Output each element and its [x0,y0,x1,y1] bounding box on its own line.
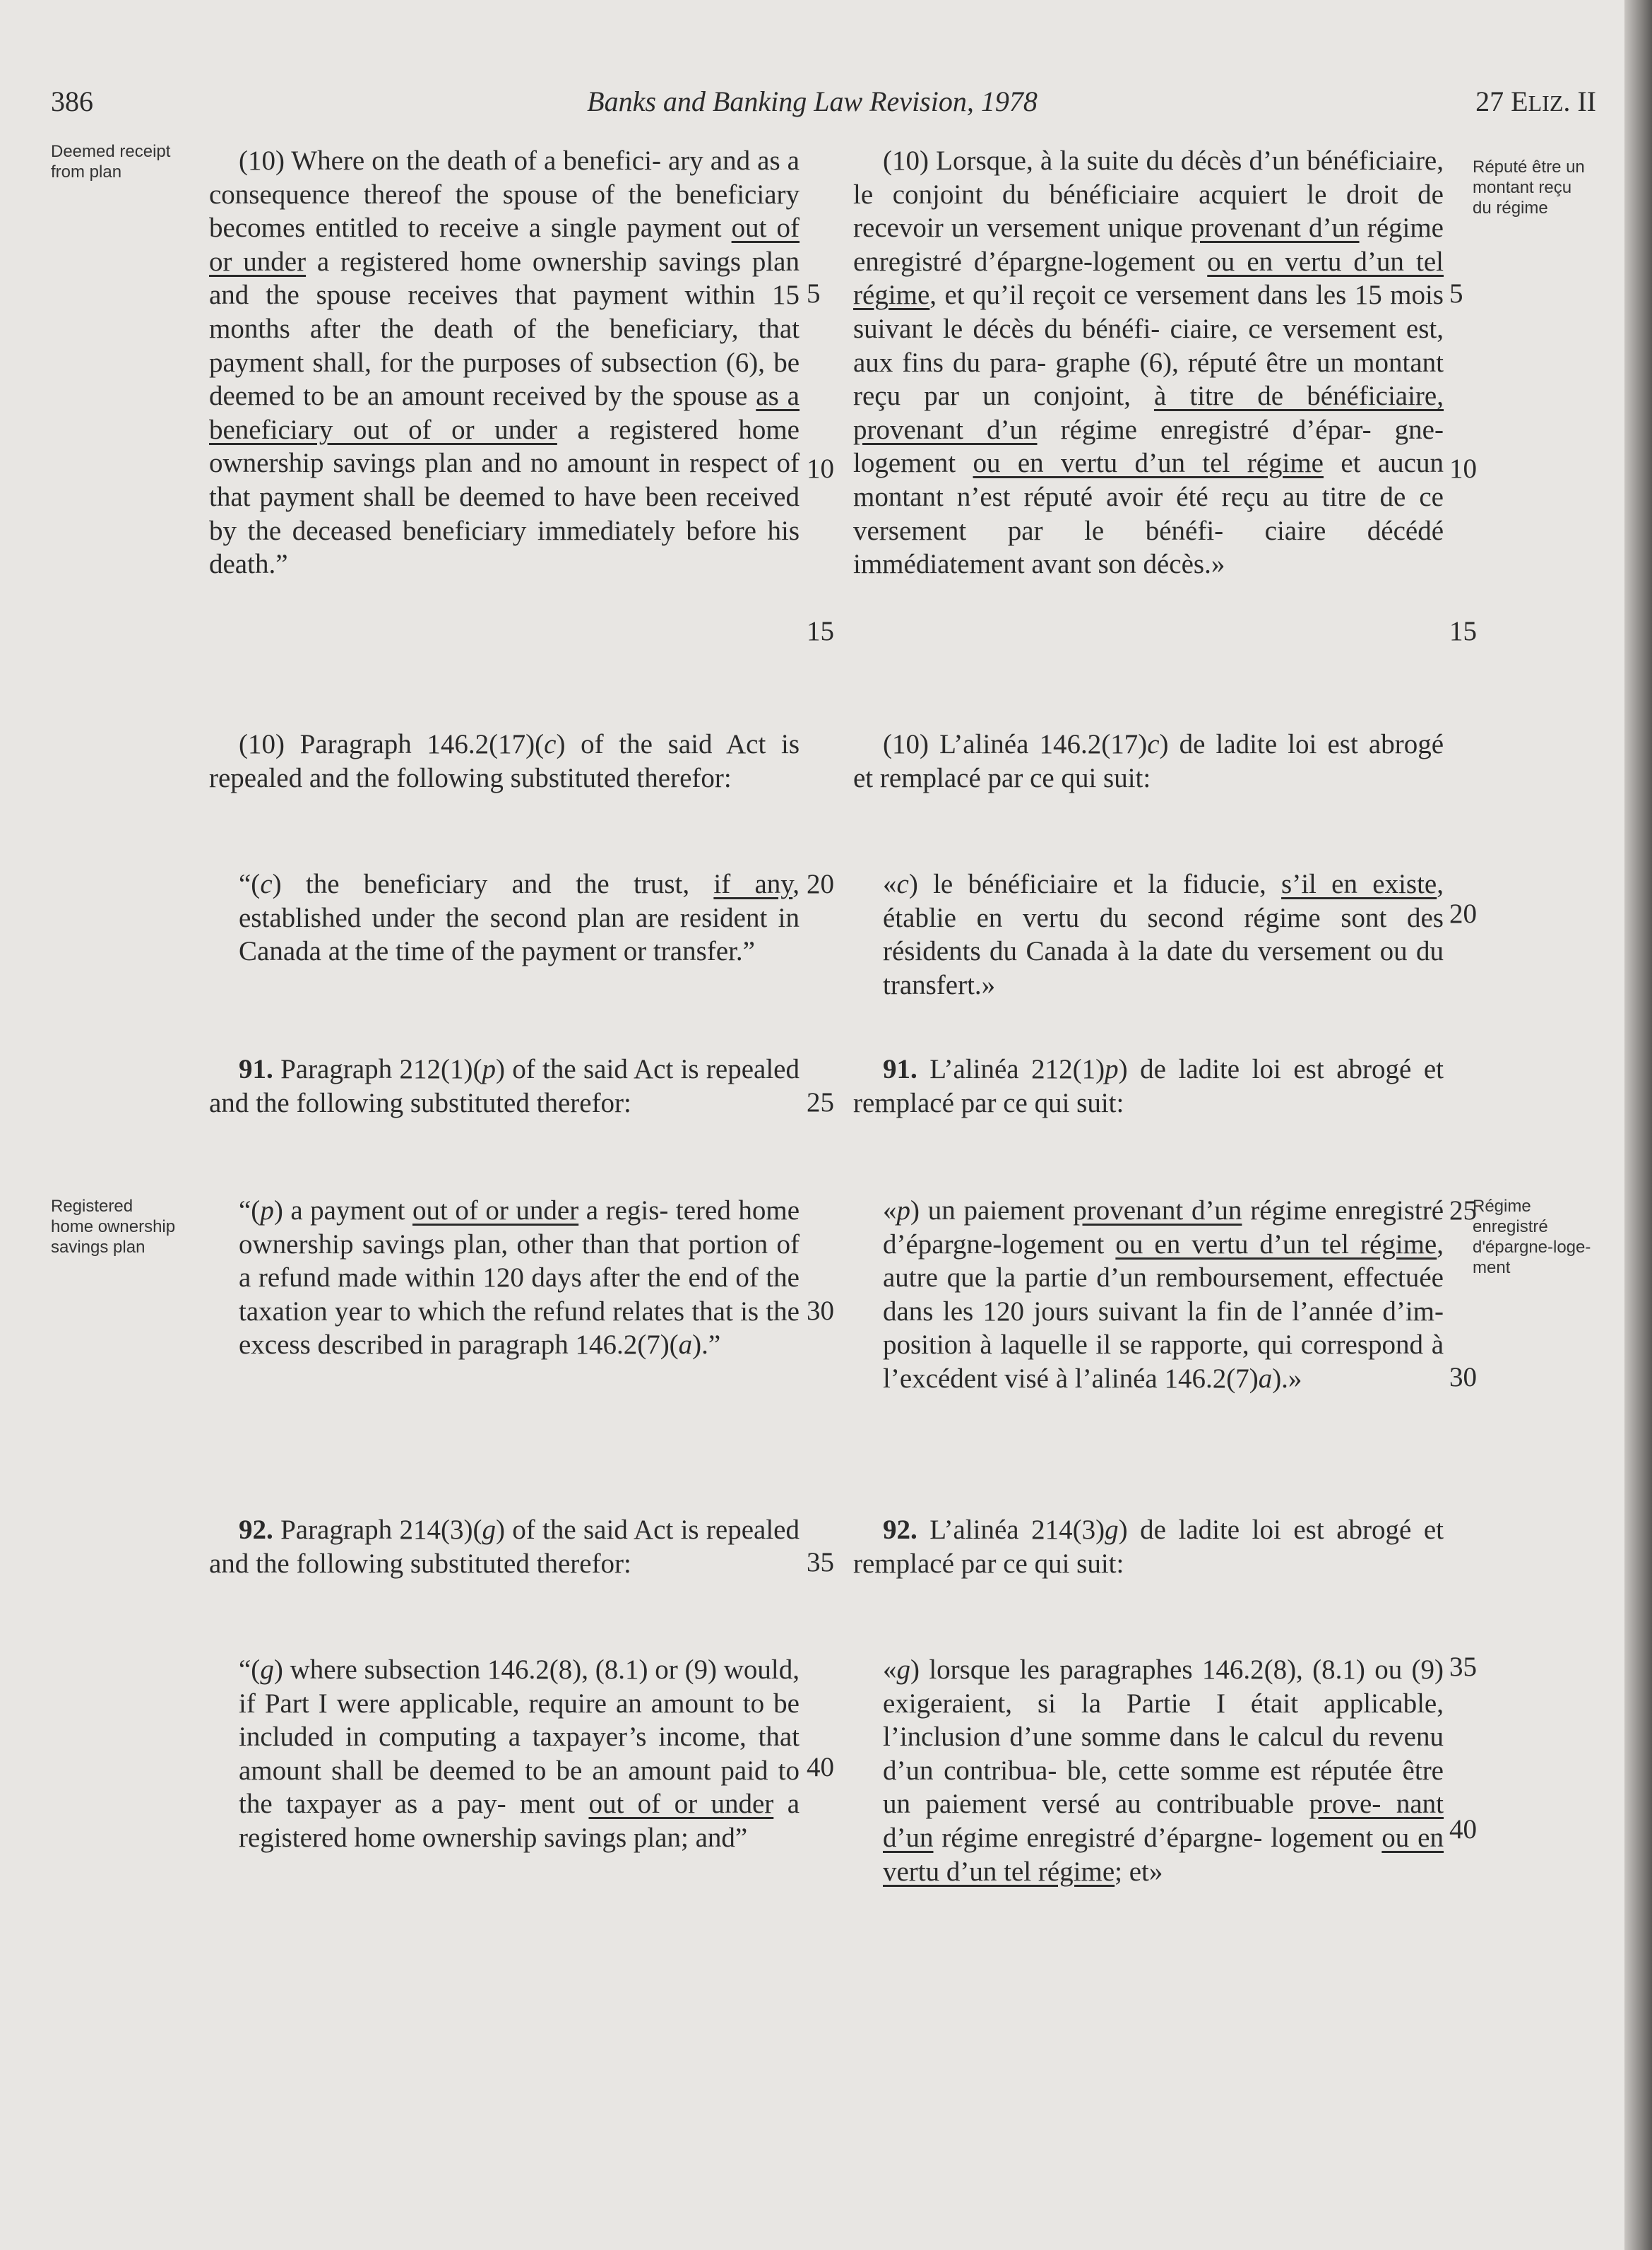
regnal-year: 27 ELIZ. II [1475,85,1596,117]
line-number: 20 [1449,899,1477,929]
line-number: 10 [807,454,834,484]
line-number: 5 [807,278,821,309]
french-clause-10: (10) L’alinéa 146.2(17)c) de ladite loi est abrogé et remplacé par ce qui suit: [853,729,1444,793]
english-paragraph-g: “(g) where subsection 146.2(8), (8.1) or (9) would, if Part I were applicable, require an amount to be included in computing a taxpayer’s income, that amount shall be deemed to be an amount paid to the taxpayer as a pay- ment out of or under a registered home ownership savings plan; and” [239,1654,800,1853]
french-clause-92: 92. L’alinéa 214(3)g) de ladite loi est abrogé et remplacé par ce qui suit: [853,1515,1444,1579]
line-number: 40 [1449,1814,1477,1845]
book-binding-edge [1624,0,1652,2250]
margin-note-regime-enregistre: Régime enregistré d'épargne-loge- ment [1473,1197,1591,1277]
french-paragraph-g: «g) lorsque les paragraphes 146.2(8), (8.1) ou (9) exigeraient, si la Partie I était applicable, l’inclusion d’une somme dans le calcul du revenu d’un contribua- ble, cette somme est réputée être un paiement versé au contribuable prove- nant d’un régime enregistré d’épargne- logement ou en vertu d’un tel régime; et» [883,1654,1444,1887]
english-subsection-10: (10) Where on the death of a benefici- ary and as a consequence thereof the spouse of the beneficiary becomes entitled to receive a single payment out of or under a registered home ownership savings plan and the spouse receives that payment within 15 months after the death of the beneficiary, that payment shall, for the purposes of subsection (6), be deemed to be an amount received by the spouse as a beneficiary out of or under a registered home ownership savings plan and no amount in respect of that payment shall be deemed to have been received by the deceased beneficiary immediately before his death.” [209,146,800,580]
running-title: Banks and Banking Law Revision, 1978 [587,85,1038,117]
line-number: 35 [1449,1652,1477,1682]
english-clause-10: (10) Paragraph 146.2(17)(c) of the said Act is repealed and the following substituted therefor: [209,729,800,793]
line-number: 10 [1449,454,1477,484]
english-paragraph-c: “(c) the beneficiary and the trust, if any, established under the second plan are resident in Canada at the time of the payment or transfer.” [239,869,800,967]
line-number: 40 [807,1752,834,1782]
french-paragraph-c: «c) le bénéficiaire et la fiducie, s’il en existe, établie en vertu du second régime sont des résidents du Canada à la date du versement ou du transfert.» [883,869,1444,1000]
line-number: 25 [807,1087,834,1118]
line-number: 5 [1449,278,1463,309]
french-clause-91: 91. L’alinéa 212(1)p) de ladite loi est abrogé et remplacé par ce qui suit: [853,1054,1444,1118]
line-number: 20 [807,869,834,899]
margin-note-deemed-receipt: Deemed receipt from plan [51,142,171,182]
margin-note-rhosp: Registered home ownership savings plan [51,1197,176,1257]
line-number: 30 [1449,1362,1477,1392]
page-number: 386 [51,85,93,117]
line-number: 15 [807,616,834,646]
english-paragraph-p: “(p) a payment out of or under a regis- tered home ownership savings plan, other than that portion of a refund made within 120 days after the end of the taxation year to which the refund relates that is the excess described in paragraph 146.2(7)(a).” [239,1195,800,1361]
line-number: 35 [807,1547,834,1577]
english-clause-91: 91. Paragraph 212(1)(p) of the said Act is repealed and the following substituted therefor: [209,1054,800,1118]
line-number: 15 [1449,616,1477,646]
french-subsection-10: (10) Lorsque, à la suite du décès d’un bénéficiaire, le conjoint du bénéficiaire acquiert le droit de recevoir un versement unique provenant d’un régime enregistré d’épargne-logement ou en vertu d’un tel régime, et qu’il reçoit ce versement dans les 15 mois suivant le décès du bénéfi- ciaire, ce versement est, aux fins du para- graphe (6), réputé être un montant reçu par un conjoint, à titre de bénéficiaire, provenant d’un régime enregistré d’épar- gne-logement ou en vertu d’un tel régime et aucun montant n’est réputé avoir été reçu au titre de ce versement par le bénéfi- ciaire décédé immédiatement avant son décès.» [853,146,1444,580]
french-paragraph-p: «p) un paiement provenant d’un régime enregistré d’épargne-logement ou en vertu d’un tel régime, autre que la partie d’un remboursement, effectuée dans les 120 jours suivant la fin de l’année d’im- position à laquelle il se rapporte, qui correspond à l’excédent visé à l’alinéa 146.2(7)a).» [883,1195,1444,1394]
line-number: 30 [807,1296,834,1326]
line-number: 25 [1449,1195,1477,1226]
margin-note-repute-etre: Réputé être un montant reçu du régime [1473,158,1585,218]
page-header [0,85,1624,127]
english-clause-92: 92. Paragraph 214(3)(g) of the said Act is repealed and the following substituted therefor: [209,1515,800,1579]
